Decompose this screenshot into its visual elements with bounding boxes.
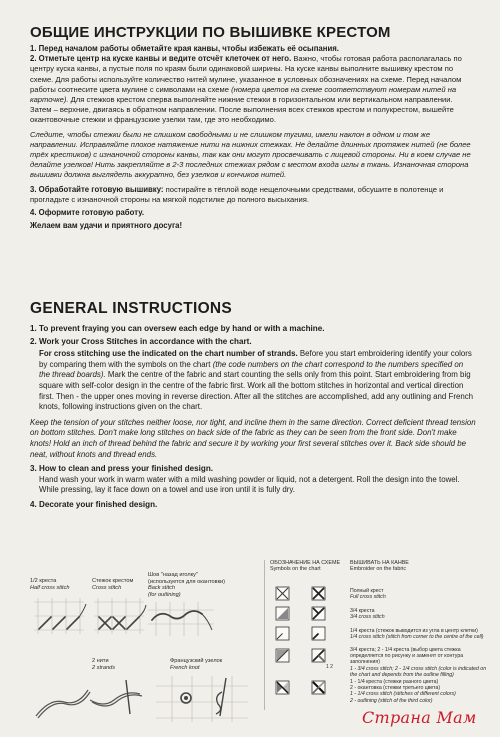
watermark-logo: Страна Мам — [362, 708, 477, 727]
en-step-2-italic: (the code numbers on the chart correspond to the numbers specified on the thread boards). — [39, 359, 464, 380]
russian-title: ОБЩИЕ ИНСТРУКЦИИ ПО ВЫШИВКЕ КРЕСТОМ — [30, 24, 391, 41]
half-cross-stitch-illustration — [30, 596, 88, 638]
french-knot-illustration — [152, 672, 252, 724]
en-step-3: 3. How to clean and press your finished design. — [30, 464, 214, 474]
ru-step-4: 4. Оформите готовую работу. — [30, 208, 145, 218]
legend-row-three-quarter: 3/4 креста 3/4 cross stitch — [270, 606, 500, 630]
legend-row-full-cross: Полный крест Full cross stitch — [270, 586, 500, 610]
ru-step-2-heading: 2. Отметьте центр на куске канвы и ведите отсчёт клеточек от него. — [30, 54, 292, 64]
en-step-2-text-b: Before you start embroidering identify your colors by comparing them with the symbols on the chart — [39, 349, 472, 369]
full-cross-symbol — [270, 586, 334, 602]
ru-step-2-text-b: Для стежков крестом сперва выполняйте нижние стежки в горизонтальном или вертикальном направлении. Затем – верхние, двигаясь в обратном направлении. После выполнения всех стежков крестом и полукрестом, вышейте окантовочные стежки и французские узелки там, где это необходимо. — [30, 95, 454, 125]
legend-column-symbols: ОБОЗНАЧЕНИЕ НА СХЕМЕ Symbols on the chart — [270, 560, 341, 573]
ru-tension-note: Следите, чтобы стежки были не слишком свободными и не слишком тугими, имели наклон в одном и том же направлении. Исправляйте плохое натяжение нити на нижних стежках. Не делайте длинных протяжек нитей (не более трёх крестиков) с изнаночной стороны канвы, так как они могут просвечивать с лицевой стороны. Ни в коем случае не делайте узелков! Нить закрепляйте в 2-3 последних стежках рядом с местом входа иглы в ткань. Изнаночная сторона вышивки должна выглядеть аккуратно, без узелков и кончиков нитей. — [30, 129, 471, 180]
ru-step-1: 1. Перед началом работы обметайте края канвы, чтобы избежать её осыпания. — [30, 44, 339, 53]
en-step-2: 2. Work your Cross Stitches in accordance with the chart. — [30, 336, 252, 346]
english-instructions — [30, 324, 476, 511]
svg-text:1 2: 1 2 — [326, 664, 333, 670]
english-title: GENERAL INSTRUCTIONS — [30, 300, 233, 317]
ru-step-2 — [30, 54, 476, 125]
back-stitch-caption: Шов "назад иголку" (используется для окантовки) Back stitch (for outlining) — [148, 572, 226, 598]
two-strands-illustration — [30, 672, 146, 722]
outline-symbol — [270, 680, 334, 702]
ru-step-2-italic: (номера цветов на схеме соответствуют номерам нитей на карточке). — [30, 84, 457, 105]
ru-wish: Желаем вам удачи и приятного досуга! — [30, 221, 183, 231]
legend-row-combined: 1 2 3/4 креста; 2 - 1/4 креста (выбор цвета стежка определяется по рисунку и заменят от контура заполнения) 1 - 3/4 cross stitch; 2 - 1/4 cross stitch (color is indicated on the chart and depends from the outline filling) — [270, 646, 500, 676]
ru-step-2-text-a: Важно, чтобы готовая работа располагалась по центру куска канвы, а пустые поля по краям были одинаковой ширины. На куске канвы выполните вышивку крестом по схеме. Для работы используйте количество нитей мулине, указанное в условных обозначениях на схеме. Перед началом работы соотнесите цвета мулине с символами на схеме — [30, 54, 462, 94]
en-step-3-body: Hand wash your work in warm water with a mild washing powder or liquid, not a detergent. Roll the design into the towel. While pressing, lay it face down on a towel and use iron until it is fully dry. — [39, 474, 460, 495]
ru-step-3 — [30, 185, 476, 205]
legend-row-quarter: 1/4 креста (стежок выводится из угла в центр клетки) 1/4 cross stitch (stitch from corner to the centre of the cell) — [270, 626, 500, 650]
russian-instructions — [30, 44, 476, 231]
ru-step-3-heading: 3. Обработайте готовую вышивку: — [30, 184, 164, 194]
en-tension-note: Keep the tension of your stitches neither loose, nor tight, and incline them in the same direction. Correct deficient thread tension on bottom stitches. Don't make long stitches on back side of the fabric as they can be seen from the front side. Don't make knots! Hold an inch of thread behind the fabric and secure it by working your first several stitches over it. Back side should be neat, without knots and thread ends. — [30, 417, 476, 459]
en-step-2-lead: For cross stitching use the indicated on the chart number of strands. — [39, 349, 298, 359]
legend-column-embroider: ВЫШИВАТЬ НА КАНВЕ Embroider on the fabric — [350, 560, 409, 573]
legend-divider — [264, 560, 265, 710]
combined-symbol — [270, 648, 334, 670]
en-step-2-text-c: Mark the centre of the fabric and start counting the sells only from this point. Start embroidering from big square with self-color design in the centre of the fabric first. Work all the bottom stitches in horizontal and vertical direction first. Then - the upper ones moving in reverse direction. After all the stitches are accomplished, add any outlining and French knots, following instructions given on the chart. — [39, 370, 474, 412]
en-step-4: 4. Decorate your finished design. — [30, 499, 158, 509]
symbol-legend — [270, 560, 490, 710]
three-quarter-symbol — [270, 606, 334, 622]
back-stitch-illustration — [146, 600, 216, 640]
half-cross-caption: 1/2 креста Half cross stitch — [30, 578, 70, 591]
legend-row-outline: 1 - 1/4 креста (стежки разного цвета) 2 - окантовка (стежки третьего цвета) 1 - 1/4 cross stitch (stitches of different colors) 2 - outlining (stitch of the third color) — [270, 678, 500, 708]
cross-stitch-illustration — [90, 596, 148, 638]
ru-step-3-text: постирайте в тёплой воде нещелочными средствами, обсушите в полотенце и прогладьте с изнаночной стороны на мягкой подстилке до полного высыхания. — [30, 184, 444, 204]
en-step-2-body — [30, 349, 476, 413]
french-knot-caption: Французский узелок French knot — [170, 658, 223, 671]
en-step-1: 1. To prevent fraying you can oversew each edge by hand or with a machine. — [30, 324, 325, 333]
cross-stitch-caption: Стежок крестом Cross stitch — [92, 578, 134, 591]
two-strands-caption: 2 нити 2 strands — [92, 658, 116, 671]
quarter-symbol — [270, 626, 334, 642]
